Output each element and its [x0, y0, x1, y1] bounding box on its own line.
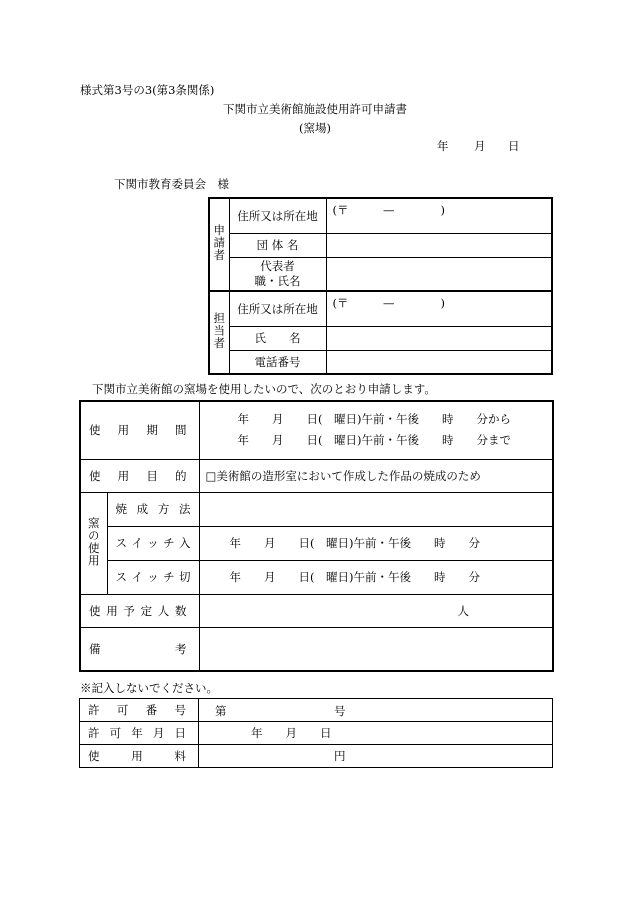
- office-use-note: ※記入しないでください。: [80, 681, 218, 695]
- period-from: 年 月 日( 曜日)午前・午後 時 分から: [237, 412, 511, 427]
- switch-off-label-cell: [107, 560, 199, 594]
- kiln-section-label: 窯の使用: [80, 492, 107, 594]
- firing-method-label: 焼 成 方 法: [115, 502, 191, 516]
- permit-date-label-cell: [80, 722, 199, 745]
- contact-address-label: 住所又は所在地: [229, 291, 326, 326]
- contact-address-field[interactable]: (〒 — ): [326, 291, 552, 326]
- permit-no-prefix: 第: [215, 704, 227, 718]
- period-field[interactable]: [199, 401, 553, 459]
- period-label: 使 用 期 間: [89, 423, 187, 438]
- contact-name-label: 氏 名: [229, 326, 326, 350]
- form-number: 様式第3号の3(第3条関係): [80, 83, 215, 97]
- applicant-address-label: 住所又は所在地: [229, 198, 326, 233]
- period-to: 年 月 日( 曜日)午前・午後 時 分まで: [237, 433, 511, 448]
- switch-on-field[interactable]: 年 月 日( 曜日)午前・午後 時 分: [199, 526, 553, 560]
- document-subtitle: (窯場): [299, 121, 331, 135]
- contact-section-label: 担当者: [209, 291, 229, 374]
- permit-no-label-cell: [80, 699, 199, 722]
- fee-unit: 円: [334, 749, 346, 763]
- usage-table: [79, 400, 554, 672]
- applicant-address-field[interactable]: (〒 — ): [326, 198, 552, 233]
- people-label-cell: [80, 594, 199, 627]
- permit-no-field[interactable]: [199, 699, 553, 722]
- date-month: 月: [474, 139, 486, 153]
- permit-date-label: 許 可 年 月 日: [88, 726, 186, 740]
- switch-on-label-cell: [107, 526, 199, 560]
- remarks-field[interactable]: [199, 627, 553, 671]
- switch-off-field[interactable]: 年 月 日( 曜日)午前・午後 時 分: [199, 560, 553, 594]
- purpose-checkbox[interactable]: □美術館の造形室において作成した作品の焼成のため: [199, 459, 553, 492]
- applicant-org-label: 団 体 名: [229, 233, 326, 257]
- date-year: 年: [437, 139, 449, 153]
- permit-no-suffix: 号: [334, 704, 346, 718]
- addressee: 下関市教育委員会 様: [114, 177, 229, 191]
- applicant-rep-label: 代表者 職・氏名: [229, 257, 326, 291]
- permit-date-field[interactable]: 年 月 日: [199, 722, 553, 745]
- people-field[interactable]: [199, 594, 553, 627]
- applicant-table: [208, 197, 553, 375]
- firing-method-label-cell: [107, 492, 199, 526]
- switch-on-label: ス イ ッ チ 入: [115, 536, 191, 550]
- fee-label-cell: [80, 745, 199, 768]
- purpose-label-cell: [80, 459, 199, 492]
- applicant-rep-field[interactable]: [326, 257, 552, 291]
- fee-field[interactable]: [199, 745, 553, 768]
- statement: 下関市立美術館の窯場を使用したいので、次のとおり申請します。: [92, 382, 436, 396]
- period-label-cell: [80, 401, 199, 459]
- remarks-label: 備 考: [89, 641, 187, 656]
- applicant-section-label: 申請者: [209, 198, 229, 291]
- people-unit: 人: [457, 603, 469, 618]
- firing-method-field[interactable]: [199, 492, 553, 526]
- permit-no-label: 許 可 番 号: [88, 703, 186, 717]
- date-day: 日: [508, 139, 520, 153]
- fee-label: 使 用 料: [88, 749, 186, 763]
- switch-off-label: ス イ ッ チ 切: [115, 570, 191, 584]
- office-table: [79, 698, 553, 768]
- remarks-label-cell: [80, 627, 199, 671]
- document-title: 下関市立美術館施設使用許可申請書: [223, 102, 407, 116]
- applicant-org-field[interactable]: [326, 233, 552, 257]
- contact-phone-field[interactable]: [326, 350, 552, 374]
- purpose-label: 使 用 目 的: [89, 468, 187, 483]
- contact-name-field[interactable]: [326, 326, 552, 350]
- people-label: 使 用 予 定 人 数: [89, 603, 187, 618]
- contact-phone-label: 電話番号: [229, 350, 326, 374]
